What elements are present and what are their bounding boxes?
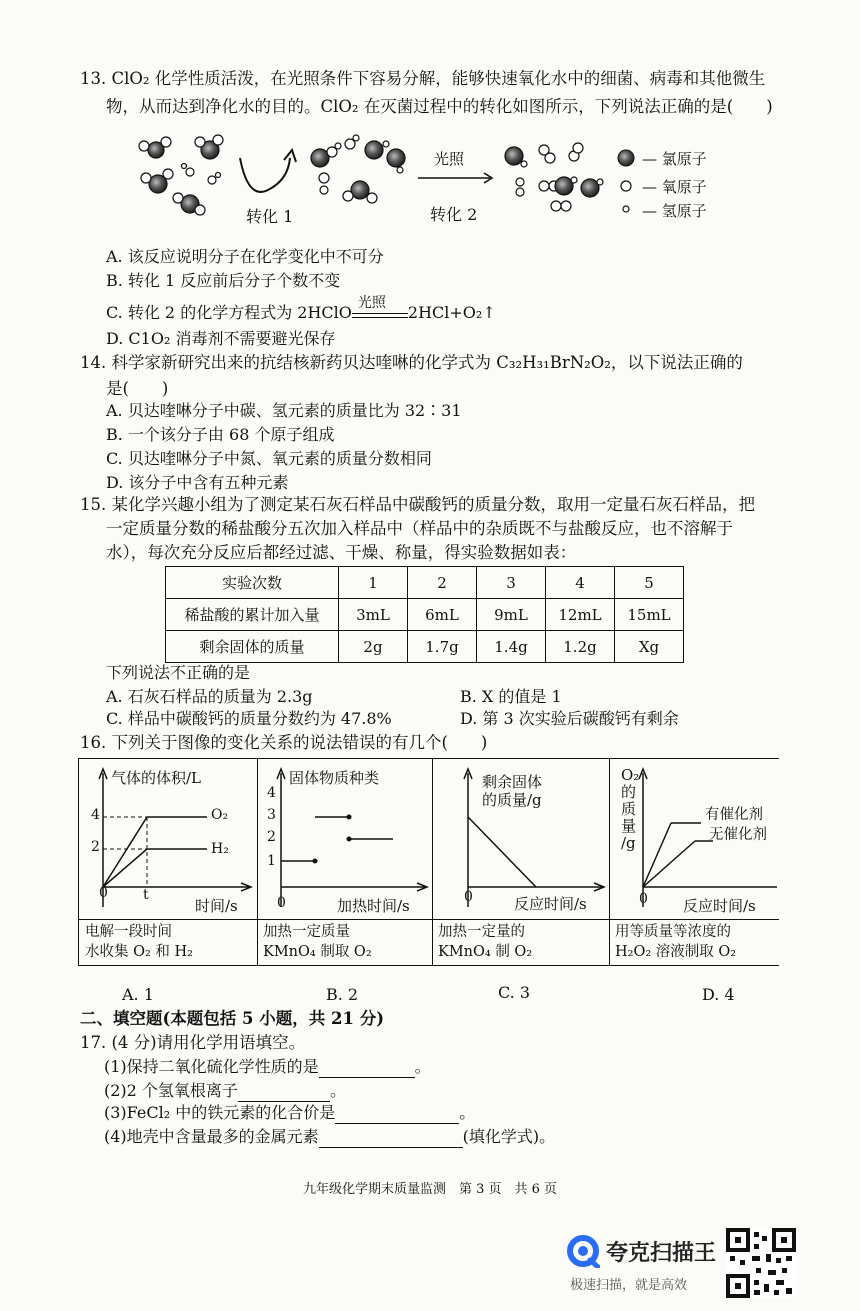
legend-hydrogen: — 氢原子: [642, 202, 707, 220]
q17-item-1: [104, 1056, 431, 1078]
q15-option-c: C. 样品中碳酸钙的质量分数约为 47.8%: [106, 709, 392, 728]
table-cell: Xg: [615, 631, 684, 663]
intermediate-molecules: [311, 135, 405, 203]
q16-option-d: D. 4: [702, 985, 735, 1004]
table-cell: 2: [408, 567, 477, 599]
q15-stem-line1: 15. 某化学兴趣小组为了测定某石灰石样品中碳酸钙的质量分数，取用一定量石灰石样品，把: [80, 495, 755, 514]
conversion2-condition: 光照: [434, 150, 465, 168]
q13-stem-line2: 物，从而达到净化水的目的。ClO₂ 在灭菌过程中的转化如图所示，下列说法正确的是( ): [106, 97, 773, 116]
graph2-caption-line1: 加热一定质量: [263, 924, 350, 940]
q17-item-2: [104, 1080, 346, 1102]
graph3-caption-line2: KMnO₄ 制 O₂: [438, 944, 533, 960]
hydrogen-atom-icon: [623, 206, 629, 212]
q17-item-1-text: (1)保持二氧化硫化学性质的是: [104, 1057, 319, 1076]
q15-stem-line2: 一定质量分数的稀盐酸分五次加入样品中（样品中的杂质既不与盐酸反应，也不溶解于: [106, 519, 733, 538]
q16-option-a: A. 1: [122, 985, 154, 1004]
q17-item-4-text: (4)地壳中含量最多的金属元素: [104, 1127, 319, 1146]
q14-option-d: D. 该分子中含有五种元素: [106, 473, 289, 492]
page-footer: 九年级化学期末质量监测 第 3 页 共 6 页: [302, 1182, 558, 1197]
table-row: [166, 631, 684, 663]
graph3-caption-line1: 加热一定量的: [438, 924, 525, 940]
watermark-slogan: 极速扫描，就是高效: [570, 1278, 688, 1293]
answer-blank[interactable]: [319, 1061, 415, 1078]
graph1-tick-4: 4: [91, 807, 100, 823]
graph2-xlabel: 加热时间/s: [337, 897, 410, 915]
graph2-origin: 0: [277, 895, 286, 911]
table-cell: 剩余固体的质量: [166, 631, 339, 663]
conversion2-label: 转化 2: [430, 205, 478, 224]
q14-stem-line2: 是( ): [106, 379, 169, 398]
table-cell: 9mL: [477, 599, 546, 631]
q13-stem-line1: 13. ClO₂ 化学性质活泼，在光照条件下容易分解，能够快速氧化水中的细菌、病毒和其他微生: [80, 69, 766, 88]
graph-catalyst: [609, 759, 779, 965]
graph3-xlabel: 反应时间/s: [514, 895, 587, 913]
table-cell: 1.4g: [477, 631, 546, 663]
q14-option-b: B. 一个该分子由 68 个原子组成: [106, 425, 335, 444]
watermark-brand: 夸克扫描王: [606, 1241, 717, 1266]
q15-stem-line3: 水），每次充分反应后都经过滤、干燥、称量，得实验数据如表：: [106, 543, 577, 562]
q17-item-1-end: 。: [414, 1057, 431, 1076]
answer-blank[interactable]: [238, 1085, 330, 1102]
q17-item-2-end: 。: [329, 1081, 346, 1100]
q14-option-a: A. 贝达喹啉分子中碳、氢元素的质量比为 32∶31: [106, 401, 462, 420]
answer-blank[interactable]: [335, 1107, 459, 1124]
graph-electrolysis: [79, 759, 258, 965]
answer-blank[interactable]: [319, 1131, 463, 1148]
table-cell: 1.7g: [408, 631, 477, 663]
graph2-tick-1: 1: [267, 853, 276, 869]
qr-code-icon: [726, 1228, 796, 1298]
graph-remaining-solid: [432, 759, 610, 965]
q17-item-3-end: 。: [459, 1103, 476, 1122]
graph1-series-o2: O₂: [211, 807, 229, 823]
graph1-series-h2: H₂: [211, 841, 229, 857]
reaction-condition-arrow: [352, 294, 408, 322]
q14-stem-line1: 14. 科学家新研究出来的抗结核新药贝达喹啉的化学式为 C₃₂H₃₁BrN₂O₂，以下说法正确的: [80, 353, 743, 372]
graph2-tick-3: 3: [267, 807, 276, 823]
q17-item-3-text: (3)FeCl₂ 中的铁元素的化合价是: [104, 1103, 336, 1122]
table-cell: 15mL: [615, 599, 684, 631]
conversion1-label: 转化 1: [246, 207, 294, 226]
graph2-caption: [257, 919, 432, 964]
oxygen-atom-icon: [621, 181, 631, 191]
graph1-caption: [79, 919, 257, 964]
clo2-conversion-diagram: [128, 128, 628, 224]
graph1-xlabel: 时间/s: [195, 897, 238, 915]
table-cell: 3: [477, 567, 546, 599]
graph3-origin: 0: [464, 889, 473, 905]
table-row: [166, 599, 684, 631]
graph4-caption: [609, 919, 779, 964]
q13-option-a: A. 该反应说明分子在化学变化中不可分: [106, 247, 384, 266]
graph4-ylabel-part: 量: [621, 817, 637, 835]
table-cell: 1: [339, 567, 408, 599]
graph4-series-no-catalyst: 无催化剂: [709, 827, 767, 843]
graph3-ylabel-line1: 剩余固体: [482, 773, 543, 791]
q17-item-3: [104, 1102, 475, 1124]
graph3-caption: [432, 919, 609, 964]
experiment-data-table: [165, 566, 684, 663]
graph4-ylabel-part: O₂: [621, 766, 640, 784]
q14-option-c: C. 贝达喹啉分子中氮、氧元素的质量分数相同: [106, 449, 432, 468]
q15-option-b: B. X 的值是 1: [460, 687, 562, 706]
q15-option-d: D. 第 3 次实验后碳酸钙有剩余: [460, 709, 679, 728]
graph1-origin: 0: [99, 885, 108, 901]
graph4-origin: 0: [639, 891, 648, 907]
graph1-tick-t: t: [143, 887, 149, 903]
graph1-ylabel: 气体的体积/L: [111, 769, 202, 787]
table-cell: 12mL: [546, 599, 615, 631]
graph4-ylabel-part: 的: [621, 783, 637, 801]
graph4-series-catalyst: 有催化剂: [705, 807, 763, 823]
graph-solid-species: [257, 759, 433, 965]
q15-question: 下列说法不正确的是: [106, 663, 251, 682]
q13-option-c-post: 2HCl+O₂↑: [407, 303, 496, 322]
q13-option-d: D. C1O₂ 消毒剂不需要避光保存: [106, 329, 336, 348]
reactant-molecules: [139, 135, 223, 215]
q16-graphs-panel: [78, 758, 779, 966]
scanner-watermark: [566, 1232, 726, 1292]
graph1-caption-line2: 水收集 O₂ 和 H₂: [85, 944, 193, 960]
table-cell: 3mL: [339, 599, 408, 631]
graph4-caption-line2: H₂O₂ 溶液制取 O₂: [615, 944, 737, 960]
graph4-xlabel: 反应时间/s: [683, 897, 756, 915]
graph3-ylabel-line2: 的质量/g: [482, 791, 542, 809]
graph1-caption-line1: 电解一段时间: [85, 924, 172, 940]
table-cell: 实验次数: [166, 567, 339, 599]
table-cell: 4: [546, 567, 615, 599]
reaction-condition-label: 光照: [357, 294, 386, 311]
q13-option-c-pre: C. 转化 2 的化学方程式为 2HClO: [106, 303, 352, 322]
quark-logo-icon: [566, 1234, 600, 1268]
graph1-tick-2: 2: [91, 839, 100, 855]
table-cell: 6mL: [408, 599, 477, 631]
section-title: 二、填空题(本题包括 5 小题，共 21 分): [80, 1009, 385, 1028]
q17-item-4-end: (填化学式)。: [462, 1127, 556, 1146]
graph2-ylabel: 固体物质种类: [289, 769, 380, 787]
graph4-caption-line1: 用等质量等浓度的: [615, 924, 731, 940]
q17-item-2-text: (2)2 个氢氧根离子: [104, 1081, 238, 1100]
q16-option-b: B. 2: [326, 985, 359, 1004]
atom-legend-symbols: [614, 146, 638, 218]
graph2-tick-4: 4: [267, 785, 276, 801]
q17-item-4: [104, 1126, 555, 1148]
table-row: [166, 567, 684, 599]
product-molecules: [505, 143, 603, 211]
table-cell: 1.2g: [546, 631, 615, 663]
chlorine-atom-icon: [618, 150, 634, 166]
conversion1-arrow: [240, 158, 290, 192]
graph2-tick-2: 2: [267, 829, 276, 845]
q17-title: 17. (4 分)请用化学用语填空。: [80, 1033, 306, 1052]
table-cell: 2g: [339, 631, 408, 663]
q13-option-c: [106, 294, 496, 324]
graph4-ylabel-part: 质: [621, 800, 637, 818]
graph2-caption-line2: KMnO₄ 制取 O₂: [263, 944, 372, 960]
table-cell: 5: [615, 567, 684, 599]
graph4-ylabel-part: /g: [621, 834, 636, 852]
table-cell: 稀盐酸的累计加入量: [166, 599, 339, 631]
legend-oxygen: — 氧原子: [642, 178, 707, 196]
q13-option-b: B. 转化 1 反应前后分子个数不变: [106, 271, 341, 290]
legend-chlorine: — 氯原子: [642, 150, 707, 168]
q16-option-c: C. 3: [498, 983, 531, 1002]
q16-stem: 16. 下列关于图像的变化关系的说法错误的有几个( ): [80, 733, 488, 752]
q15-option-a: A. 石灰石样品的质量为 2.3g: [106, 687, 313, 706]
graph4-ylabel: [621, 767, 641, 852]
